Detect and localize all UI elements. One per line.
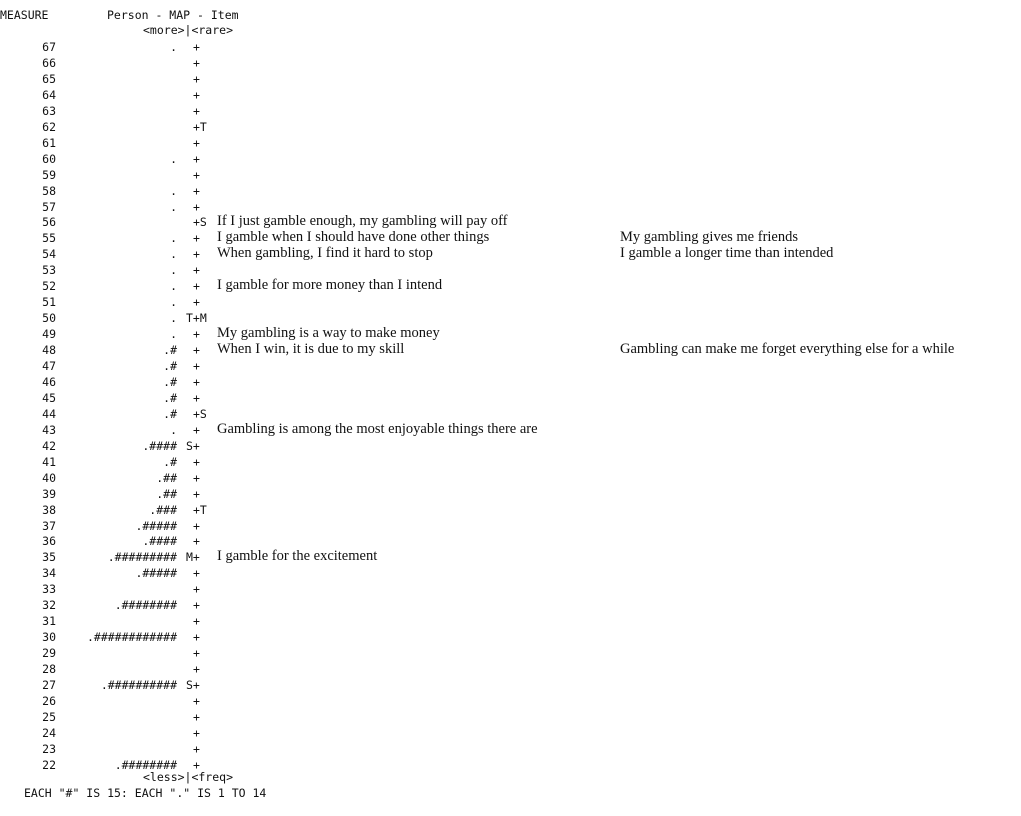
person-distribution: .######### [107,550,177,565]
axis-marker: +S [193,215,207,230]
person-distribution: . [170,422,177,437]
person-distribution: .########## [100,678,177,692]
axis-marker: + [193,374,200,389]
measure-tick: 40 [42,470,56,485]
measure-tick: 55 [42,231,56,246]
measure-tick: 54 [42,247,56,262]
axis-marker: + [193,343,200,358]
measure-tick: 53 [42,263,56,278]
axis-marker: M+ [186,550,200,565]
measure-tick: 57 [42,199,56,214]
person-distribution: . [170,231,177,246]
person-distribution: .## [156,486,177,501]
measure-tick: 45 [42,390,56,405]
footnote: EACH "#" IS 15: EACH "." IS 1 TO 14 [24,786,267,800]
map-title: Person - MAP - Item [107,8,239,22]
axis-marker: + [193,327,200,342]
axis-marker: +S [193,406,207,421]
measure-tick: 65 [42,71,56,86]
item-label: If I just gamble enough, my gambling will pay off [217,213,508,230]
axis-marker: + [193,390,200,405]
item-label: My gambling is a way to make money [217,325,440,342]
measure-tick: 62 [42,119,56,134]
person-distribution: .######## [114,598,177,613]
measure-tick: 24 [42,725,56,740]
measure-tick: 51 [42,295,56,310]
axis-marker: + [193,486,200,501]
axis-marker: +T [193,502,207,517]
axis-marker: + [193,598,200,613]
axis-marker: + [193,71,200,86]
measure-tick: 32 [42,598,56,613]
measure-tick: 31 [42,614,56,629]
measure-tick: 46 [42,374,56,389]
top-axis-label: <more>|<rare> [143,23,234,37]
bottom-axis-label: <less>|<freq> [143,770,234,784]
axis-marker: + [193,183,200,198]
axis-marker: + [193,167,200,182]
axis-marker: + [193,725,200,740]
measure-tick: 35 [42,550,56,565]
item-label: I gamble for more money than I intend [217,277,443,294]
measure-tick: 33 [42,582,56,597]
axis-marker: + [193,518,200,533]
axis-marker: + [193,279,200,294]
person-distribution: . [170,183,177,198]
axis-marker: + [193,295,200,310]
person-distribution: . [170,295,177,310]
axis-marker: + [193,422,200,437]
measure-tick: 47 [42,359,56,373]
axis-marker: + [193,55,200,70]
measure-tick: 67 [42,40,56,54]
measure-tick: 39 [42,486,56,501]
axis-marker: + [193,614,200,629]
measure-tick: 59 [42,167,56,182]
measure-tick: 56 [42,215,56,230]
measure-tick: 43 [42,422,56,437]
measure-header: MEASURE [0,8,49,22]
axis-marker: + [193,757,200,772]
person-distribution: .# [163,454,177,469]
person-distribution: . [170,311,177,326]
measure-tick: 34 [42,566,56,581]
person-distribution: . [170,327,177,342]
measure-tick: 26 [42,693,56,708]
person-distribution: .# [163,374,177,389]
person-distribution: .## [156,470,177,485]
axis-marker: + [193,741,200,756]
measure-tick: 42 [42,438,56,453]
person-distribution: .# [163,343,177,358]
axis-marker: + [193,470,200,485]
person-distribution: .# [163,390,177,405]
axis-marker: + [193,103,200,118]
axis-marker: + [193,231,200,246]
axis-marker: +T [193,119,207,134]
item-label: I gamble a longer time than intended [620,245,834,262]
person-distribution: .############ [86,630,177,645]
axis-marker: + [193,247,200,262]
axis-marker: + [193,709,200,724]
axis-marker: + [193,630,200,645]
axis-marker: + [193,646,200,661]
axis-marker: + [193,40,200,54]
measure-tick: 37 [42,518,56,533]
person-distribution: .#### [142,534,177,549]
measure-tick: 64 [42,87,56,102]
axis-marker: + [193,359,200,373]
measure-tick: 38 [42,502,56,517]
measure-tick: 60 [42,151,56,166]
person-distribution: .##### [135,566,177,581]
axis-marker: + [193,662,200,677]
measure-tick: 48 [42,343,56,358]
axis-marker: S+ [186,678,200,692]
measure-tick: 50 [42,311,56,326]
item-label: When gambling, I find it hard to stop [217,245,433,262]
measure-tick: 49 [42,327,56,342]
person-distribution: . [170,199,177,214]
axis-marker: + [193,135,200,150]
person-distribution: . [170,151,177,166]
axis-marker: + [193,151,200,166]
item-label: Gambling can make me forget everything else for a while [620,341,955,358]
axis-marker: + [193,582,200,597]
measure-tick: 23 [42,741,56,756]
measure-tick: 29 [42,646,56,661]
measure-tick: 36 [42,534,56,549]
axis-marker: + [193,87,200,102]
person-distribution: .##### [135,518,177,533]
measure-tick: 28 [42,662,56,677]
person-distribution: .### [149,502,177,517]
axis-marker: + [193,566,200,581]
person-distribution: . [170,279,177,294]
axis-marker: + [193,199,200,214]
axis-marker: S+ [186,438,200,453]
measure-tick: 63 [42,103,56,118]
measure-tick: 52 [42,279,56,294]
measure-tick: 66 [42,55,56,70]
measure-tick: 61 [42,135,56,150]
axis-marker: + [193,534,200,549]
item-label: I gamble when I should have done other things [217,229,490,246]
axis-marker: + [193,693,200,708]
measure-tick: 41 [42,454,56,469]
item-label: When I win, it is due to my skill [217,341,405,358]
person-distribution: .######## [114,757,177,772]
measure-tick: 22 [42,757,56,772]
person-distribution: . [170,40,177,54]
measure-tick: 30 [42,630,56,645]
person-distribution: . [170,247,177,262]
axis-marker: T+M [186,311,207,326]
person-distribution: .#### [142,438,177,453]
person-distribution: .# [163,359,177,373]
person-distribution: .# [163,406,177,421]
item-label: I gamble for the excitement [217,548,378,565]
measure-tick: 25 [42,709,56,724]
measure-tick: 27 [42,678,56,692]
measure-tick: 58 [42,183,56,198]
axis-marker: + [193,263,200,278]
axis-marker: + [193,454,200,469]
person-distribution: . [170,263,177,278]
measure-tick: 44 [42,406,56,421]
item-label: Gambling is among the most enjoyable things there are [217,420,538,437]
item-label: My gambling gives me friends [620,229,799,246]
